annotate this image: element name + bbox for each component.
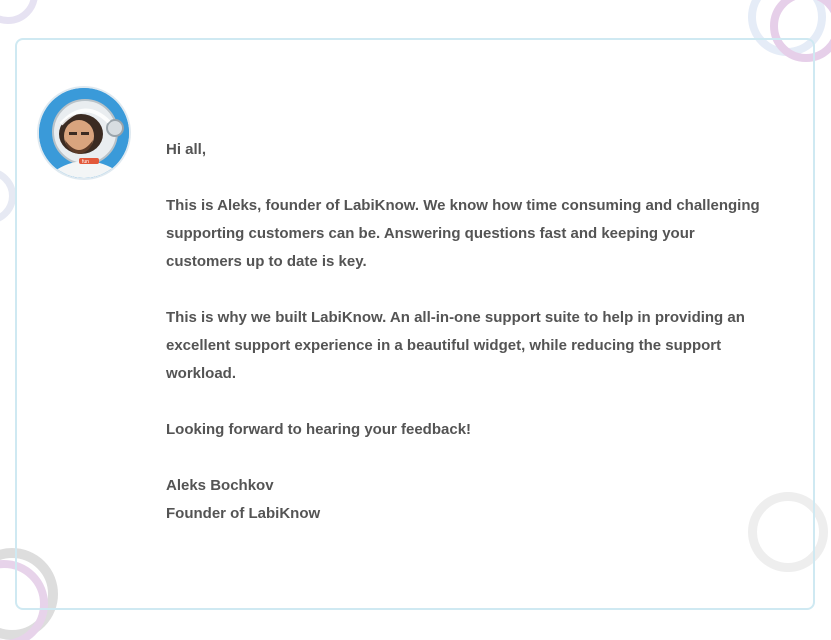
signature-name: Aleks Bochkov	[166, 477, 274, 494]
avatar	[39, 88, 129, 178]
decorative-ring	[0, 168, 16, 224]
signature-title: Founder of LabiKnow	[166, 505, 321, 522]
decorative-ring	[0, 0, 38, 24]
avatar-astronaut-icon	[39, 88, 129, 178]
greeting-text: Hi all,	[166, 141, 207, 158]
paragraph-intro: This is Aleks, founder of LabiKnow. We know how time consuming and challenging supporting customers can be. Answering questions fast and keeping your customers up to date is key.	[166, 197, 760, 270]
letter-body	[166, 136, 766, 528]
closing-text: Looking forward to hearing your feedback!	[166, 421, 472, 438]
paragraph-product: This is why we built LabiKnow. An all-in-one support suite to help in providing an excellent support experience in a beautiful widget, while reducing the support workload.	[166, 309, 745, 382]
helmet-label: fun	[82, 159, 89, 165]
